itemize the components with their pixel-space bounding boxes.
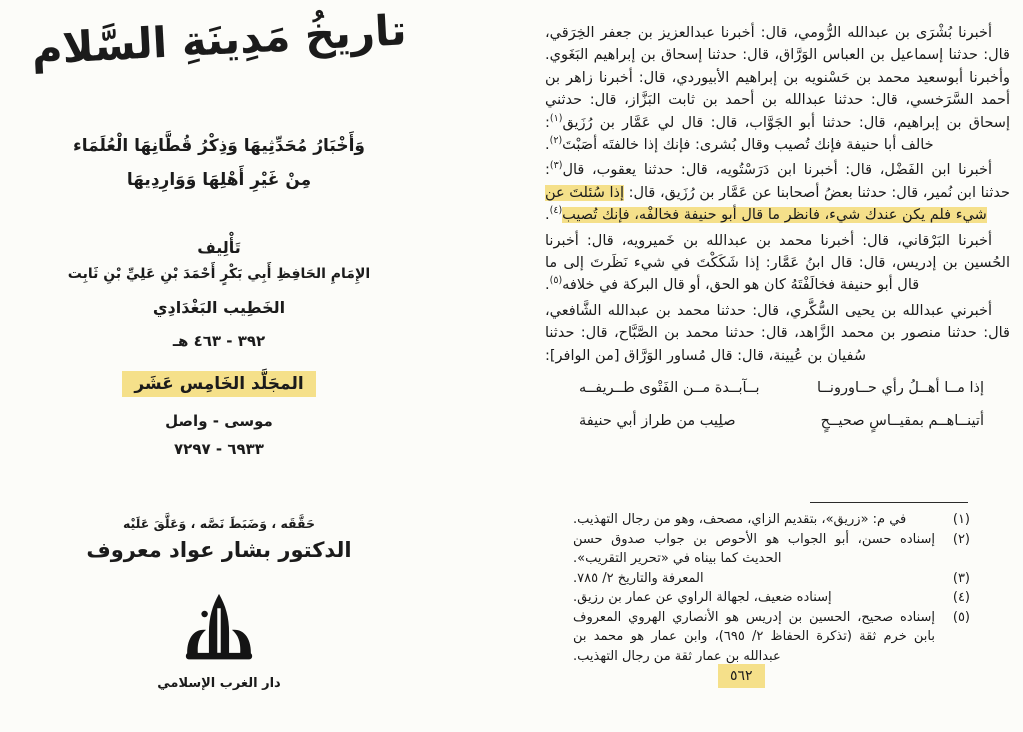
paragraph-text: أخبرنا ابن الفَضْل، قال: أخبرنا ابن دَرَسْتُويه، قال: حدثنا يعقوب، قال bbox=[562, 162, 992, 179]
hadith-paragraph-4 bbox=[545, 300, 1010, 367]
author-dates: ٣٩٢ - ٤٦٣ هـ bbox=[172, 332, 266, 350]
footnote-text: إسناده صحيح، الحسين بن إدريس هو الأنصاري الهروي المعروف بابن خرم ثقة (تذكرة الحفاظ ٢/ ٦٩٥)، وابن عمار هو محمد بن عبدالله بن عمار ثقة من رجال التهذيب. bbox=[573, 609, 936, 664]
footnote-item bbox=[545, 569, 1010, 589]
hemistich-left: بــآبــدة مــن الفَتْوى طــريفــه bbox=[579, 380, 760, 397]
editor-name: الدكتور بشار عواد معروف bbox=[86, 538, 352, 562]
footnote-number: (١) bbox=[952, 512, 970, 527]
paragraph-text: أخبرنا البَرْقاني، قال: أخبرنا محمد بن عبدالله بن خَميرويه، قال: أخبرنا الحُسين بن إدريس، قال: قال ابنُ عَمَّار: إذا شَكَكْتَ في شيء نَظَرتَ إلى ما قال أبو حنيفة فخالَفْتَهُ كان هو الحق، أو قال البركة في خلافه bbox=[545, 232, 1010, 294]
footnote-number: (٥) bbox=[952, 609, 970, 625]
paragraph-text: : حدثنا ابن نُمير، قال: حدثنا بعضُ أصحابنا عن عَمَّار بن رُزَيق، قال: bbox=[545, 162, 1010, 201]
text-page bbox=[545, 22, 1010, 722]
footnote-separator-rule bbox=[810, 502, 968, 503]
footnote-number: (٢) bbox=[952, 531, 970, 547]
hemistich-right: أتينــاهــم بمقيــاسٍ صحيــحٍ bbox=[820, 413, 984, 430]
page-number: ٥٦٢ bbox=[718, 664, 765, 688]
footnote-number: (٣) bbox=[952, 570, 970, 586]
hadith-paragraph-2 bbox=[545, 159, 1010, 226]
paragraph-text: أخبرني عبدالله بن يحيى السُّكَّري، قال: حدثنا محمد بن عبدالله الشَّافعي، قال: حدثنا منصور بن محمد الزَّاهد، قال: حدثنا محمد بن الصَّبَّاح، قال: حدثنا سُفيان بن عُيينة، قال: قال مُساور الوَرَّاق [من الوافر]: bbox=[545, 302, 1010, 364]
hadith-paragraph-1 bbox=[545, 22, 1010, 156]
body-text bbox=[545, 22, 1010, 494]
poetry-verse-1 bbox=[545, 376, 1010, 400]
footnote-marker-1: (١) bbox=[549, 112, 563, 124]
footnotes-section bbox=[545, 494, 1010, 666]
title-page bbox=[0, 0, 438, 732]
book-subtitle-line2: مِنْ غَيْرِ أَهْلِهَا وَوَارِدِيهَا bbox=[126, 170, 312, 190]
paragraph-text: . bbox=[545, 137, 550, 154]
footnote-marker-4: (٤) bbox=[549, 205, 563, 217]
paragraph-text: أخبرنا بُشْرَى بن عبدالله الرُّومي، قال: أخبرنا عبدالعزيز بن جعفر الخِرَقي، قال: حدثنا إسماعيل بن العباس الوَرَّاق، قال: حدثنا إسحاق بن إبراهيم البَغَوي. وأخبرنا أبوسعيد محمد بن حَسْنويه بن إبراهيم الأبيوردي، قال: أخبرنا زاهر بن أحمد السَّرَخسي، قال: حدثنا عبدالله بن أحمد بن ثابت البَزَّاز، قال: حدثني إسحاق بن إبراهيم، قال: حدثنا أبو الجَوَّاب، قال: قال لي عَمَّار بن رُزَيق bbox=[545, 25, 1010, 131]
hemistich-left: صلِيب من طراز أبي حنيفة bbox=[579, 413, 736, 430]
footnote-text: إسناده حسن، أبو الجواب هو الأحوص بن جواب صدوق حسن الحديث كما بيناه في «تحرير التقريب». bbox=[573, 531, 935, 566]
volume-range: موسى - واصل bbox=[165, 412, 273, 430]
paragraph-text: . bbox=[545, 207, 550, 224]
byline-label: تَأْلِيف bbox=[197, 238, 241, 257]
footnote-text: إسناده ضعيف، لجهالة الراوي عن عمار بن رزيق. bbox=[573, 590, 832, 605]
book-title-calligraphy: تاريخُ مَدِينَةِ السَّلام bbox=[30, 5, 408, 74]
volume-label bbox=[0, 374, 438, 394]
footnote-item bbox=[545, 588, 1010, 608]
footnote-marker-2: (٢) bbox=[549, 135, 563, 147]
footnote-marker-5: (٥) bbox=[549, 275, 563, 287]
publisher-logo-icon bbox=[0, 592, 438, 676]
editor-intro-line: حَقَّقَه ، وَضَبَطَ نَصَّه ، وَعَلَّقَ عَلَيْه bbox=[122, 516, 316, 531]
author-name-line1: الإِمَامِ الحَافِظِ أَبِي بَكْرٍ أَحْمَدَ بْنِ عَلِيِّ بْنِ ثَابِت bbox=[67, 266, 371, 282]
author-name-line2: الخَطِيب البَغْدَادِي bbox=[152, 298, 286, 317]
book-subtitle-line1: وَأَخْبَارُ مُحَدِّثِيهَا وَذِكْرُ قُطَّانِهَا الْعُلَمَاء bbox=[73, 136, 365, 156]
paragraph-text: . bbox=[545, 277, 550, 294]
footnote-number: (٤) bbox=[952, 590, 970, 605]
publisher-name: دار الغرب الإسلامي bbox=[157, 676, 281, 691]
hemistich-right: إذا مــا أهــلُ رأي حــاورونــا bbox=[817, 380, 984, 397]
highlighted-passage: إذا سُئلتَ عن شيء فلم يكن عندك شيء، فانظر ما قال أبو حنيفة فخالفْه، فإنك تُصيب bbox=[545, 184, 987, 224]
entry-number-range: ٦٩٣٣ - ٧٢٩٧ bbox=[174, 440, 264, 458]
paragraph-text: : خالف أبا حنيفة فإنك تُصيب وقال بُشرى: فإنك إذا خالفتَه أصَبْتَ bbox=[545, 114, 934, 154]
footnote-item bbox=[545, 530, 1010, 569]
hadith-paragraph-3 bbox=[545, 230, 1010, 297]
poetry-verse-2 bbox=[545, 409, 1010, 433]
footnote-item bbox=[545, 510, 1010, 530]
footnote-item bbox=[545, 608, 1010, 667]
footnote-text: في م: «زريق»، بتقديم الزاي، مصحف، وهو من رجال التهذيب. bbox=[573, 512, 907, 527]
footnote-text: المعرفة والتاريخ ٢/ ٧٨٥. bbox=[573, 570, 704, 586]
volume-label-highlight: المجَلَّد الخَامِس عَشَر bbox=[122, 371, 315, 397]
footnote-marker-3: (٣) bbox=[549, 160, 563, 172]
